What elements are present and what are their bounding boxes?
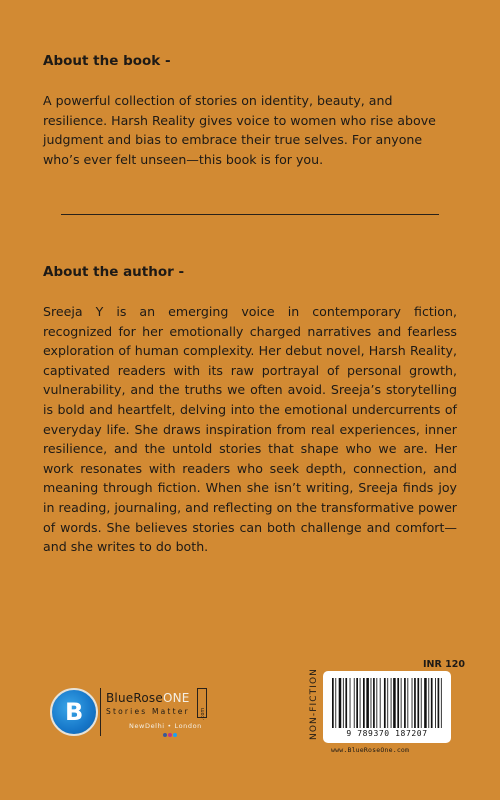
barcode-bar	[417, 678, 419, 728]
brand-name-main: BlueRose	[106, 691, 163, 705]
barcode-bar	[407, 678, 408, 728]
brand-domain-box	[197, 688, 207, 718]
price-label: INR 120	[423, 659, 465, 670]
barcode-bar	[428, 678, 429, 728]
barcode-bar	[363, 678, 365, 728]
barcode-bar	[435, 678, 436, 728]
barcode-bar	[393, 678, 396, 728]
barcode-bar	[384, 678, 386, 728]
brand-cities: NewDelhi • London	[129, 722, 202, 730]
twitter-icon	[173, 733, 177, 737]
barcode-bar	[414, 678, 416, 728]
barcode-bar	[332, 678, 334, 728]
genre-label: NON-FICTION	[309, 668, 319, 740]
barcode-bar	[343, 678, 344, 728]
barcode-bar	[371, 678, 372, 728]
barcode-bar	[431, 678, 433, 728]
barcode-bar	[387, 678, 388, 728]
barcode-bar	[380, 678, 381, 728]
isbn-digits: 9 789370 187207	[346, 729, 428, 738]
about-book-heading: About the book -	[43, 53, 171, 69]
barcode-bar	[438, 678, 440, 728]
barcode-bar	[354, 678, 355, 728]
brand-name	[106, 691, 190, 705]
barcode-bar	[397, 678, 399, 728]
barcode-bar	[424, 678, 427, 728]
barcode-bar	[339, 678, 342, 728]
brand-name-accent: ONE	[162, 691, 190, 705]
barcode-bar	[376, 678, 377, 728]
brand-domain-label: .com	[200, 707, 206, 720]
instagram-icon	[168, 733, 172, 737]
brand-tagline: Stories Matter	[106, 707, 190, 716]
facebook-icon	[163, 733, 167, 737]
barcode-bar	[401, 678, 402, 728]
barcode-bar	[373, 678, 375, 728]
barcode-bar	[335, 678, 336, 728]
barcode-bar	[441, 678, 442, 728]
barcode-bar	[421, 678, 422, 728]
logo-letter: B	[65, 698, 84, 726]
about-author-heading: About the author -	[43, 264, 185, 280]
section-divider	[61, 214, 439, 215]
social-icons	[163, 733, 178, 739]
barcode-bar	[356, 678, 358, 728]
about-book-text: A powerful collection of stories on identity, beauty, and resilience. Harsh Reality gives voice to women who rise above judgment and bias to embrace their true selves. For anyone who’s ever felt unseen—this book is for you.	[43, 93, 436, 167]
website-url: www.BlueRoseOne.com	[331, 746, 410, 754]
barcode-bar	[412, 678, 413, 728]
barcode-bar	[404, 678, 406, 728]
about-author-text: Sreeja Y is an emerging voice in contemporary fiction, recognized for her emotionally charged narratives and fearless exploration of human complexity. Her debut novel, Harsh Reality, captivated readers with its raw portrayal of personal growth, vulnerability, and the truths we often avoid. Sreeja’s storytelling is bold and heartfelt, delving into the emotional undercurrents of everyday life. She draws inspiration from real experiences, inner resilience, and the untold stories that shape who we are. Her work resonates with readers who seek depth, connection, and meaning through fiction. When she isn’t writing, Sreeja finds joy in reading, journaling, and reflecting on the transformative power of words. She believes stories can both challenge and comfort—and she writes to do both.	[43, 304, 457, 555]
barcode-bar	[366, 678, 369, 728]
logo-divider	[100, 688, 101, 736]
barcode-bar	[391, 678, 392, 728]
barcode-bar	[345, 678, 347, 728]
barcode-bar	[360, 678, 361, 728]
barcode-bar	[350, 678, 351, 728]
